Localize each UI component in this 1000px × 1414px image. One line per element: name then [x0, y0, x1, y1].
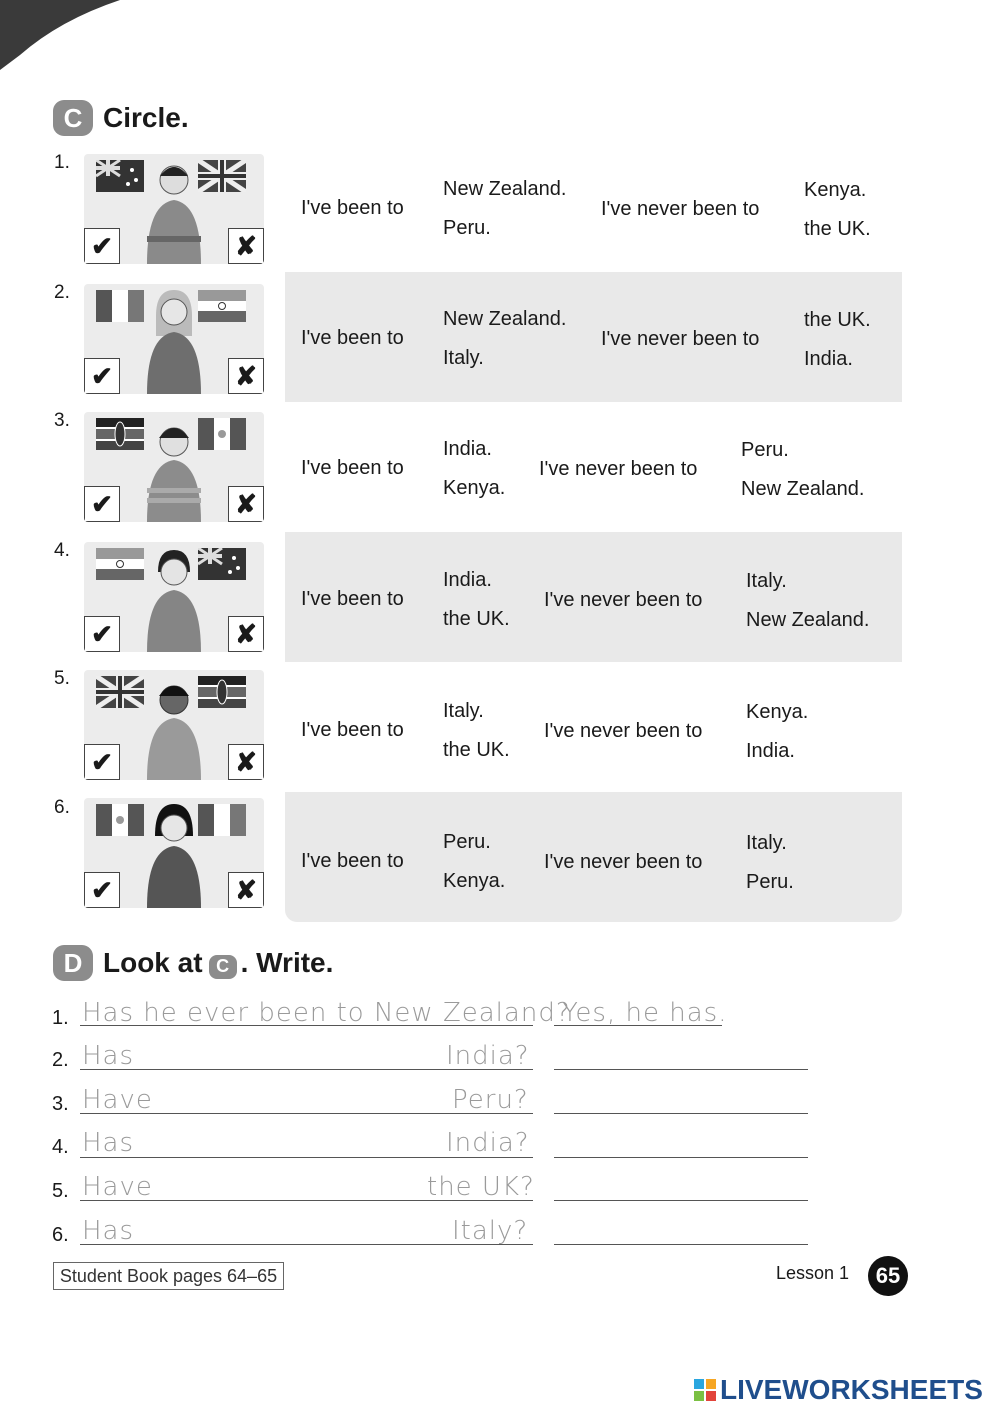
- cross-box: ✘: [228, 872, 264, 908]
- question-start-trace: Has: [82, 1216, 135, 1246]
- never-label: I've never been to: [539, 458, 698, 480]
- answer-line[interactable]: [554, 1200, 808, 1201]
- cross-box: ✘: [228, 744, 264, 780]
- cross-box: ✘: [228, 486, 264, 522]
- answer-line[interactable]: [554, 1113, 808, 1114]
- never-option[interactable]: Peru.: [746, 871, 794, 893]
- never-option[interactable]: the UK.: [804, 218, 871, 240]
- girl-illustration: [139, 286, 209, 394]
- been-label: I've been to: [301, 719, 404, 741]
- never-option[interactable]: the UK.: [804, 309, 871, 331]
- section-d-title-post: . Write.: [240, 947, 334, 978]
- item-picture: [84, 798, 264, 908]
- item-picture: [84, 284, 264, 394]
- question-start-trace: Have: [82, 1085, 153, 1115]
- write-number: 1.: [52, 1007, 69, 1029]
- been-option[interactable]: India.: [443, 438, 492, 460]
- never-option[interactable]: Kenya.: [746, 701, 809, 723]
- tick-box: ✔: [84, 486, 120, 522]
- section-d-header: [53, 945, 333, 981]
- never-label: I've never been to: [544, 589, 703, 611]
- been-option[interactable]: the UK.: [443, 739, 510, 761]
- never-label: I've never been to: [544, 851, 703, 873]
- question-start-trace: Has: [82, 1041, 135, 1071]
- girl-illustration: [139, 800, 209, 908]
- item-number: 5.: [54, 668, 70, 689]
- boy-illustration: [139, 156, 209, 264]
- answer-line[interactable]: [554, 1157, 808, 1158]
- liveworksheets-wordmark: LIVEWORKSHEETS: [720, 1374, 983, 1405]
- liveworksheets-icon: [694, 1379, 716, 1401]
- girl-illustration: [139, 544, 209, 652]
- item-number: 4.: [54, 540, 70, 561]
- never-option[interactable]: Kenya.: [804, 179, 867, 201]
- flag-india-icon: [96, 548, 144, 580]
- section-c-reference-badge: C: [209, 955, 237, 979]
- item-number: 1.: [54, 152, 70, 173]
- never-option[interactable]: India.: [746, 740, 795, 762]
- never-option[interactable]: Peru.: [741, 439, 789, 461]
- question-line[interactable]: [80, 1157, 533, 1158]
- flag-uk-icon: [96, 676, 144, 708]
- write-number: 6.: [52, 1224, 69, 1246]
- section-c-header: [53, 100, 189, 136]
- flag-kenya-icon: [96, 418, 144, 450]
- never-option[interactable]: New Zealand.: [746, 609, 870, 631]
- been-label: I've been to: [301, 197, 404, 219]
- never-label: I've never been to: [601, 198, 760, 220]
- question-end-trace: Peru?: [452, 1085, 529, 1115]
- been-option[interactable]: Italy.: [443, 700, 484, 722]
- corner-decoration: [0, 0, 120, 70]
- question-end-trace: India?: [446, 1128, 530, 1158]
- question-start-trace: Has: [82, 1128, 135, 1158]
- boy-illustration: [139, 414, 209, 522]
- been-option[interactable]: the UK.: [443, 608, 510, 630]
- write-number: 2.: [52, 1049, 69, 1071]
- item-picture: [84, 542, 264, 652]
- item-picture: [84, 412, 264, 522]
- lesson-label: Lesson 1: [776, 1263, 850, 1283]
- cross-box: ✘: [228, 616, 264, 652]
- flag-italy-icon: [96, 290, 144, 322]
- tick-box: ✔: [84, 744, 120, 780]
- item-number: 6.: [54, 797, 70, 818]
- been-option[interactable]: Italy.: [443, 347, 484, 369]
- been-label: I've been to: [301, 850, 404, 872]
- tick-box: ✔: [84, 616, 120, 652]
- question-line[interactable]: [80, 1025, 533, 1026]
- section-c-title: Circle.: [103, 102, 189, 133]
- answer-line[interactable]: [554, 1025, 722, 1026]
- question-line[interactable]: [80, 1113, 533, 1114]
- never-label: I've never been to: [544, 720, 703, 742]
- tick-box: ✔: [84, 872, 120, 908]
- write-number: 5.: [52, 1180, 69, 1202]
- question-end-trace: Italy?: [452, 1216, 529, 1246]
- question-trace: Has he ever been to New Zealand?: [82, 998, 571, 1028]
- item-number: 3.: [54, 410, 70, 431]
- boy-illustration: [139, 672, 209, 780]
- section-d-title: [103, 947, 333, 979]
- never-option[interactable]: Italy.: [746, 832, 787, 854]
- cross-box: ✘: [228, 228, 264, 264]
- question-start-trace: Have: [82, 1172, 153, 1202]
- question-line[interactable]: [80, 1244, 533, 1245]
- been-label: I've been to: [301, 588, 404, 610]
- answer-trace: Yes, he has.: [562, 998, 728, 1028]
- answer-line[interactable]: [554, 1244, 808, 1245]
- question-end-trace: the UK?: [427, 1172, 535, 1202]
- question-line[interactable]: [80, 1200, 533, 1201]
- section-d-title-pre: Look at: [103, 947, 203, 978]
- section-c-badge: C: [53, 100, 93, 136]
- been-option[interactable]: Kenya.: [443, 477, 506, 499]
- never-option[interactable]: New Zealand.: [741, 478, 865, 500]
- flag-new-zealand-icon: [96, 160, 144, 192]
- been-option[interactable]: New Zealand.: [443, 178, 567, 200]
- page-number-badge: 65: [868, 1256, 908, 1296]
- tick-box: ✔: [84, 228, 120, 264]
- item-picture: [84, 670, 264, 780]
- item-number: 2.: [54, 282, 70, 303]
- been-option[interactable]: New Zealand.: [443, 308, 567, 330]
- tick-box: ✔: [84, 358, 120, 394]
- been-option[interactable]: Peru.: [443, 217, 491, 239]
- been-option[interactable]: Kenya.: [443, 870, 506, 892]
- never-option[interactable]: Italy.: [746, 570, 787, 592]
- flag-peru-icon: [96, 804, 144, 836]
- section-d-badge: D: [53, 945, 93, 981]
- never-label: I've never been to: [601, 328, 760, 350]
- question-end-trace: India?: [446, 1041, 530, 1071]
- answer-line[interactable]: [554, 1069, 808, 1070]
- been-label: I've been to: [301, 457, 404, 479]
- write-number: 4.: [52, 1136, 69, 1158]
- liveworksheets-logo: [694, 1374, 983, 1406]
- been-label: I've been to: [301, 327, 404, 349]
- been-option[interactable]: India.: [443, 569, 492, 591]
- question-line[interactable]: [80, 1069, 533, 1070]
- cross-box: ✘: [228, 358, 264, 394]
- never-option[interactable]: India.: [804, 348, 853, 370]
- student-book-reference: Student Book pages 64–65: [53, 1262, 284, 1290]
- item-picture: [84, 154, 264, 264]
- been-option[interactable]: Peru.: [443, 831, 491, 853]
- write-number: 3.: [52, 1093, 69, 1115]
